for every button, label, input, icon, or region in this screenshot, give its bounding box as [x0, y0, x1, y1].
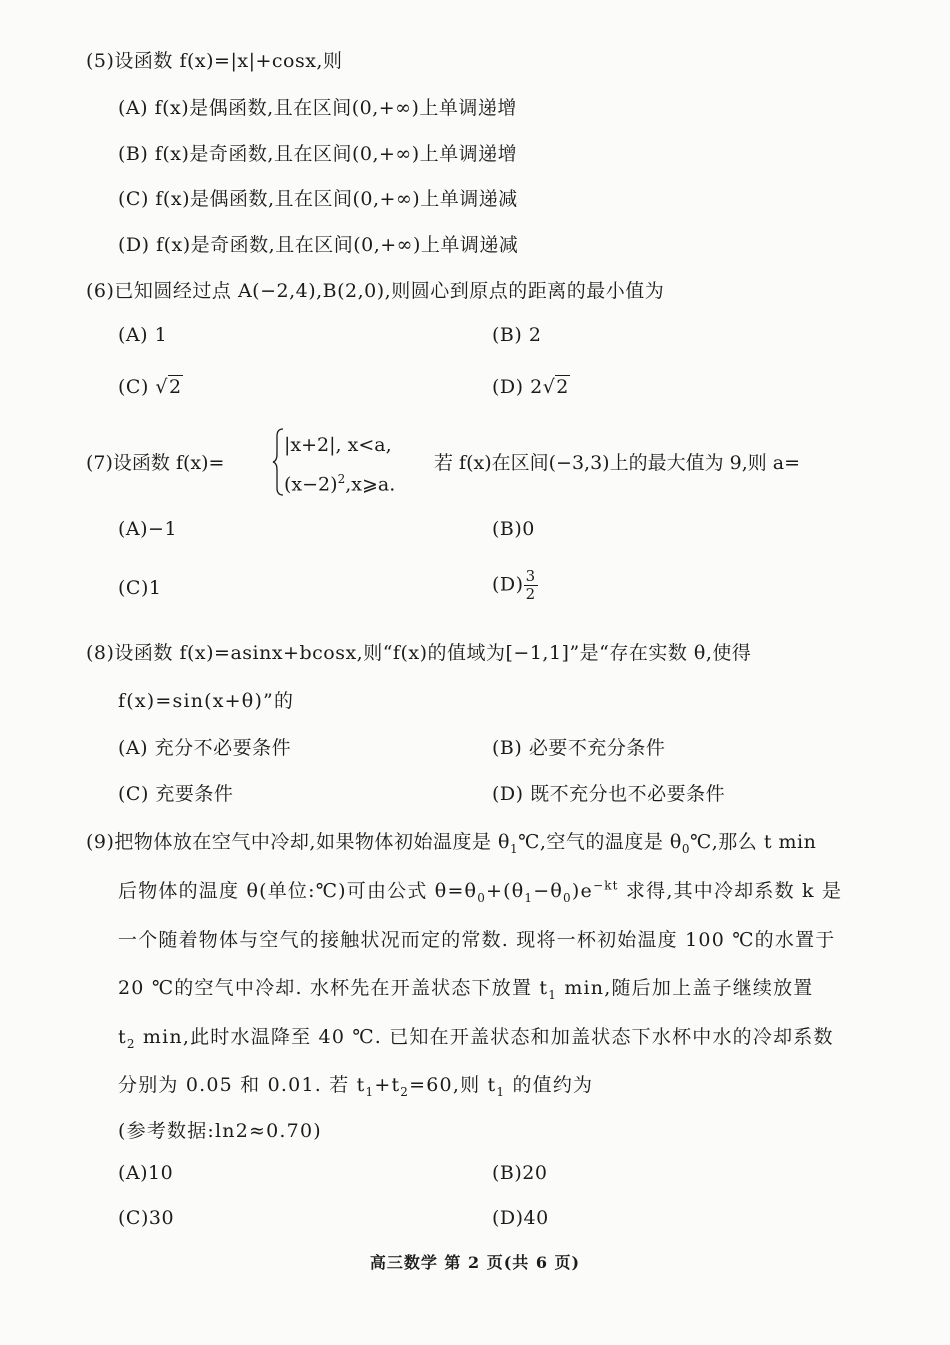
q8-option-c: (C) 充要条件 — [118, 783, 234, 805]
q7-option-d-label: (D) — [492, 573, 524, 596]
q9-text: ℃,空气的温度是 θ — [518, 831, 682, 853]
q7-option-b: (B)0 — [492, 518, 535, 540]
q7-option-c: (C)1 — [118, 577, 162, 599]
q6-option-d-label: (D) 2 — [492, 376, 543, 398]
q9-text: −θ — [533, 880, 564, 902]
q5-option-a: (A) f(x)是偶函数,且在区间(0,+∞)上单调递增 — [118, 97, 517, 119]
subscript: 1 — [524, 890, 534, 905]
q7-case-2-base: (x−2) — [284, 473, 338, 496]
q9-text: 求得,其中冷却系数 k 是 — [618, 880, 843, 902]
q9-line-6 — [118, 1070, 593, 1099]
q6-option-c-label: (C) — [118, 376, 156, 398]
subscript: 2 — [400, 1084, 410, 1099]
q9-text: 分别为 0.05 和 0.01. 若 t — [118, 1074, 366, 1096]
sqrt-radicand: 2 — [169, 376, 182, 398]
q9-text: (9)把物体放在空气中冷却,如果物体初始温度是 θ — [86, 831, 510, 853]
fraction — [524, 568, 538, 603]
q9-text: +t — [374, 1074, 401, 1096]
q5-stem: (5)设函数 f(x)=|x|+cosx,则 — [86, 50, 343, 72]
page-footer: 高三数学 第 2 页(共 6 页) — [369, 1253, 581, 1272]
q6-option-a: (A) 1 — [118, 324, 168, 346]
q7-lead: (7)设函数 f(x)= — [86, 452, 225, 474]
q8-option-a: (A) 充分不必要条件 — [118, 737, 292, 759]
q9-text: min,随后加上盖子继续放置 — [557, 977, 814, 999]
q9-text: )e — [571, 880, 593, 902]
subscript: 0 — [477, 890, 487, 905]
left-brace-icon — [272, 428, 284, 496]
sqrt-radicand: 2 — [556, 376, 569, 398]
q7-case-1: |x+2|, x<a, — [284, 434, 392, 456]
subscript: 1 — [509, 841, 519, 856]
subscript: 0 — [681, 841, 690, 856]
q5-option-b: (B) f(x)是奇函数,且在区间(0,+∞)上单调递增 — [118, 143, 518, 165]
q9-text: min,此时水温降至 40 ℃. 已知在开盖状态和加盖状态下水杯中水的冷却系数 — [135, 1026, 834, 1048]
fraction-denominator: 2 — [525, 585, 536, 603]
q7-case-2-exp: 2 — [337, 472, 346, 486]
q9-text: t — [118, 1026, 127, 1048]
subscript: 2 — [126, 1036, 136, 1051]
q7-piecewise — [284, 428, 395, 496]
q9-text: 后物体的温度 θ(单位:℃)可由公式 θ=θ — [118, 880, 478, 902]
sqrt-symbol — [155, 376, 182, 398]
q9-reference-data: (参考数据:ln2≈0.70) — [118, 1120, 322, 1142]
q9-line-3: 一个随着物体与空气的接触状况而定的常数. 现将一杯初始温度 100 ℃的水置于 — [118, 929, 836, 951]
q6-option-d — [492, 376, 570, 398]
q8-option-b: (B) 必要不充分条件 — [492, 737, 666, 759]
fraction-numerator: 3 — [525, 567, 536, 585]
subscript: 1 — [548, 987, 558, 1002]
q6-option-b: (B) 2 — [492, 324, 542, 346]
q9-line-4 — [118, 973, 814, 1002]
q8-stem-line-2: f(x)=sin(x+θ)”的 — [118, 690, 295, 712]
q9-text: +(θ — [486, 880, 525, 902]
q7-case-2-tail: ,x⩾a. — [345, 473, 396, 496]
q9-line-2 — [118, 876, 842, 905]
q9-text: 20 ℃的空气中冷却. 水杯先在开盖状态下放置 t — [118, 977, 549, 999]
q9-option-c: (C)30 — [118, 1207, 175, 1229]
q7-tail: 若 f(x)在区间(−3,3)上的最大值为 9,则 a= — [434, 452, 801, 474]
subscript: 0 — [563, 890, 572, 905]
q7-option-a: (A)−1 — [118, 518, 178, 540]
q5-option-d: (D) f(x)是奇函数,且在区间(0,+∞)上单调递减 — [118, 234, 519, 256]
q9-option-a: (A)10 — [118, 1162, 174, 1184]
q6-option-c — [118, 376, 183, 398]
q7-case-2 — [284, 462, 395, 496]
q9-text: =60,则 t — [409, 1074, 497, 1096]
q9-text: ℃,那么 t min — [690, 831, 817, 853]
q9-line-5 — [118, 1022, 834, 1051]
q9-text: 的值约为 — [505, 1074, 594, 1096]
subscript: 1 — [496, 1084, 506, 1099]
q9-option-b: (B)20 — [492, 1162, 548, 1184]
q8-option-d: (D) 既不充分也不必要条件 — [492, 783, 726, 805]
sqrt-symbol — [543, 376, 570, 398]
q6-stem: (6)已知圆经过点 A(−2,4),B(2,0),则圆心到原点的距离的最小值为 — [86, 280, 665, 302]
q8-stem-line-1: (8)设函数 f(x)=asinx+bcosx,则“f(x)的值域为[−1,1]”是“存在实数 θ,使得 — [86, 642, 752, 664]
q9-line-1 — [86, 827, 816, 856]
subscript: 1 — [365, 1084, 375, 1099]
sqrt-sign: √ — [542, 376, 556, 398]
q7-option-d — [492, 568, 538, 603]
q5-option-c: (C) f(x)是偶函数,且在区间(0,+∞)上单调递减 — [118, 188, 518, 210]
q9-option-d: (D)40 — [492, 1207, 549, 1229]
superscript: −kt — [592, 878, 619, 893]
sqrt-sign: √ — [155, 376, 169, 398]
